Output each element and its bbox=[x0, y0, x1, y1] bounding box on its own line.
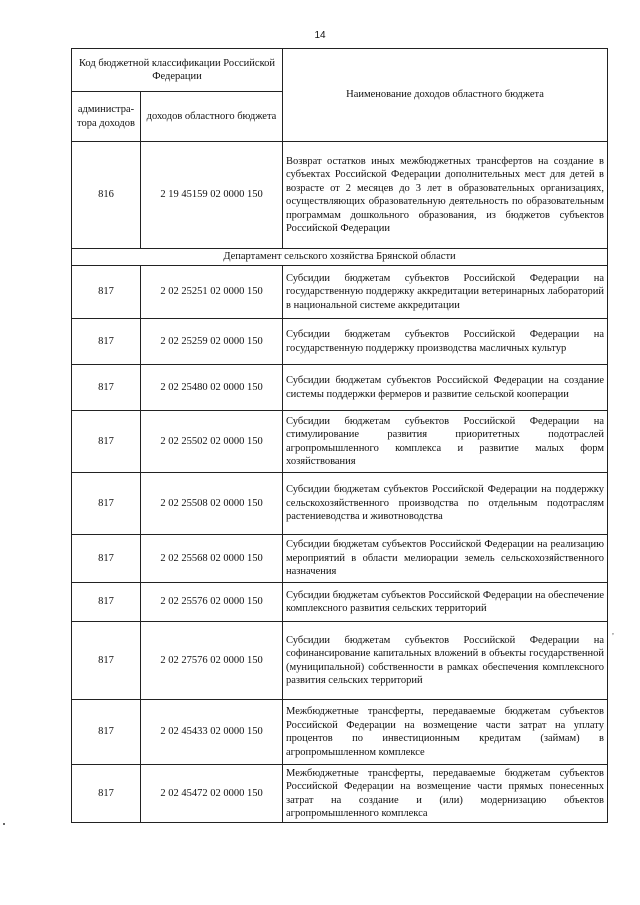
scan-artifact-mark: , bbox=[612, 627, 614, 636]
income-code-cell: 2 19 45159 02 0000 150 bbox=[141, 142, 283, 249]
income-name-cell: Субсидии бюджетам субъектов Российской Федерации на стимулирование развития приоритетных подотраслей агропромышленного комплекса и развитие малых форм хозяйствования bbox=[283, 411, 608, 473]
table-row bbox=[72, 765, 608, 823]
income-code-cell: 2 02 25502 02 0000 150 bbox=[141, 411, 283, 473]
table-row bbox=[72, 266, 608, 319]
table-row bbox=[72, 473, 608, 535]
income-name-cell: Субсидии бюджетам субъектов Российской Федерации на создание системы поддержки фермеров и развитие сельской кооперации bbox=[283, 365, 608, 411]
budget-income-table bbox=[71, 48, 608, 823]
header-classification-code: Код бюджетной классификации Российской Федерации bbox=[72, 49, 283, 92]
income-name-cell: Субсидии бюджетам субъектов Российской Федерации на софинансирование капитальных вложений в объекты государственной (муниципальной) собственности в рамках обеспечения комплексного развития сельских территорий bbox=[283, 622, 608, 700]
income-name-cell: Субсидии бюджетам субъектов Российской Федерации на поддержку сельскохозяйственного производства по отдельным подотраслям растениеводства и животноводства bbox=[283, 473, 608, 535]
section-title: Департамент сельского хозяйства Брянской области bbox=[72, 249, 608, 266]
table-row bbox=[72, 535, 608, 583]
income-name-cell: Субсидии бюджетам субъектов Российской Федерации на государственную поддержку аккредитации ветеринарных лабораторий в национальной системе аккредитации bbox=[283, 266, 608, 319]
table-row bbox=[72, 411, 608, 473]
income-name-cell: Межбюджетные трансферты, передаваемые бюджетам субъектов Российской Федерации на возмещение части прямых понесенных затрат на создание и (или) модернизацию объектов агропромышленного комплекса bbox=[283, 765, 608, 823]
income-name-cell: Субсидии бюджетам субъектов Российской Федерации на обеспечение комплексного развития сельских территорий bbox=[283, 583, 608, 622]
income-code-cell: 2 02 25508 02 0000 150 bbox=[141, 473, 283, 535]
table-row bbox=[72, 319, 608, 365]
header-admin: администра-тора доходов bbox=[72, 92, 141, 142]
table-row bbox=[72, 142, 608, 249]
income-code-cell: 2 02 25259 02 0000 150 bbox=[141, 319, 283, 365]
header-income-name: Наименование доходов областного бюджета bbox=[283, 49, 608, 142]
income-code-cell: 2 02 45433 02 0000 150 bbox=[141, 700, 283, 765]
admin-code-cell: 817 bbox=[72, 583, 141, 622]
income-name-cell: Субсидии бюджетам субъектов Российской Федерации на реализацию мероприятий в области мелиорации земель сельскохозяйственного назначения bbox=[283, 535, 608, 583]
scan-artifact-dot bbox=[3, 823, 5, 825]
admin-code-cell: 816 bbox=[72, 142, 141, 249]
admin-code-cell: 817 bbox=[72, 411, 141, 473]
income-code-cell: 2 02 45472 02 0000 150 bbox=[141, 765, 283, 823]
admin-code-cell: 817 bbox=[72, 319, 141, 365]
admin-code-cell: 817 bbox=[72, 535, 141, 583]
header-income-code: доходов областного бюджета bbox=[141, 92, 283, 142]
admin-code-cell: 817 bbox=[72, 700, 141, 765]
income-code-cell: 2 02 25251 02 0000 150 bbox=[141, 266, 283, 319]
section-row bbox=[72, 249, 608, 266]
admin-code-cell: 817 bbox=[72, 266, 141, 319]
admin-code-cell: 817 bbox=[72, 473, 141, 535]
table-row bbox=[72, 622, 608, 700]
table-row bbox=[72, 365, 608, 411]
admin-code-cell: 817 bbox=[72, 765, 141, 823]
income-name-cell: Межбюджетные трансферты, передаваемые бюджетам субъектов Российской Федерации на возмещение части затрат на уплату процентов по инвестиционным кредитам (займам) в агропромышленном комплексе bbox=[283, 700, 608, 765]
table-row bbox=[72, 583, 608, 622]
income-code-cell: 2 02 27576 02 0000 150 bbox=[141, 622, 283, 700]
income-code-cell: 2 02 25480 02 0000 150 bbox=[141, 365, 283, 411]
income-code-cell: 2 02 25576 02 0000 150 bbox=[141, 583, 283, 622]
table-row bbox=[72, 700, 608, 765]
income-name-cell: Возврат остатков иных межбюджетных трансфертов на создание в субъектах Российской Федерации дополнительных мест для детей в возрасте от 2 месяцев до 3 лет в образовательных организациях, осуществляющих образовательную деятельность по образовательным программам дошкольного образования, из бюджетов субъектов Российской Федерации bbox=[283, 142, 608, 249]
income-name-cell: Субсидии бюджетам субъектов Российской Федерации на государственную поддержку производства масличных культур bbox=[283, 319, 608, 365]
income-code-cell: 2 02 25568 02 0000 150 bbox=[141, 535, 283, 583]
page-number: 14 bbox=[314, 30, 326, 41]
admin-code-cell: 817 bbox=[72, 622, 141, 700]
admin-code-cell: 817 bbox=[72, 365, 141, 411]
